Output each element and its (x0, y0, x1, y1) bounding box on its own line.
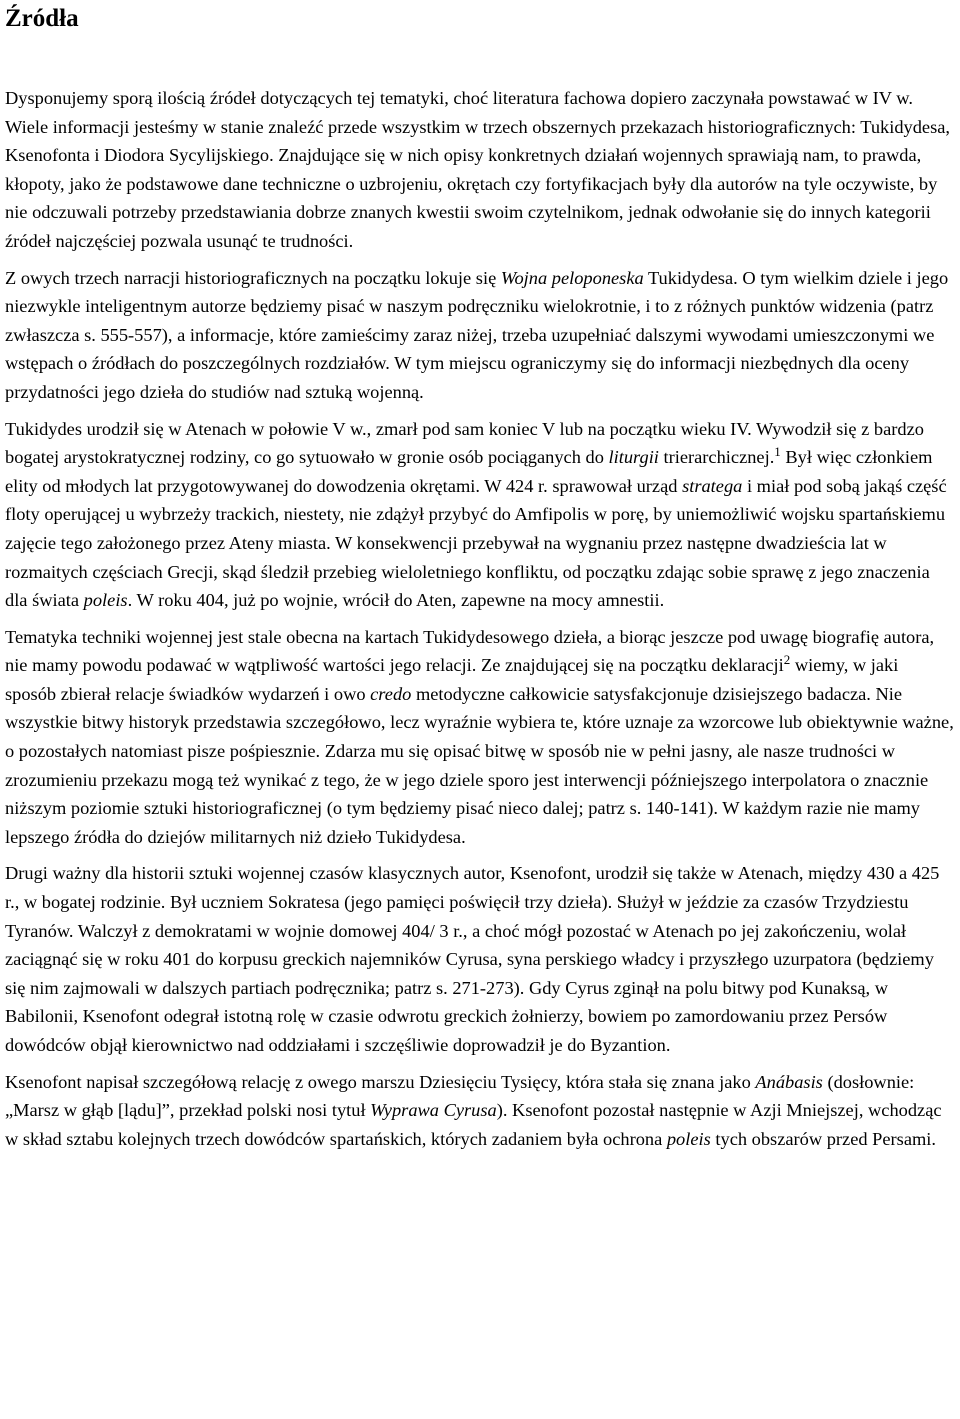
text-run: metodyczne całkowicie satysfakcjonuje dzisiejszego badacza. Nie wszystkie bitwy historyk przedstawia szczegółowo, lecz wyraźnie wybiera te, które uznaje za wzorcowe lub obiektywnie ważne, o pozostałych natomiast pisze pośpiesznie. Zdarza mu się opisać bitwę w sposób nie w pełni jasny, ale nasze trudności w zrozumieniu przekazu mogą też wynikać z tego, że w jego dziele sporo jest interwencji późniejszego interpolatora o znacznie niższym poziomie sztuki historiograficznej (o tym będziemy pisać nieco dalej; patrz s. 140-141). W każdym razie nie mamy lepszego źródła do dziejów militarnych niż dzieło Tukidydesa. (5, 683, 954, 847)
italic-term: liturgii (608, 447, 659, 468)
italic-term: poleis (83, 590, 128, 611)
text-run: Tukidydesa. O tym wielkim dziele i jego niezwykle inteligentnym autorze będziemy pisać w naszym podręczniku wielokrotnie, i to z różnych punktów widzenia (patrz zwłaszcza s. 555-557), a informacje, które zamieścimy zaraz niżej, trzeba uzupełniać dalszymi wywodami umieszczonymi we wstępach o źródłach do poszczególnych rozdziałów. W tym miejscu ograniczymy się do informacji niezbędnych dla oceny przydatności jego dzieła do studiów nad sztuką wojenną. (5, 267, 949, 402)
paragraph (5, 1068, 954, 1154)
paragraph (5, 623, 954, 852)
paragraph (5, 859, 954, 1059)
text-run: . W roku 404, już po wojnie, wrócił do Aten, zapewne na mocy amnestii. (127, 590, 665, 611)
footnote-marker: 2 (783, 652, 791, 668)
text-run: tych obszarów przed Persami. (710, 1128, 937, 1149)
italic-term: Anábasis (755, 1071, 823, 1092)
text-run: wiemy, w jaki sposób zbierał relacje świadków wydarzeń i owo (5, 655, 899, 704)
text-run: Ksenofont napisał szczegółową relację z owego marszu Dziesięciu Tysięcy, która stała się znana jako (5, 1071, 756, 1092)
text-run: Dysponujemy sporą ilością źródeł dotyczących tej tematyki, choć literatura fachowa dopiero zaczynała powstawać w IV w. Wiele informacji jesteśmy w stanie znaleźć przede wszystkim w trzech obszernych przekazach historiograficznych: Tukidydesa, Ksenofonta i Diodora Sycylijskiego. Znajdujące się w nich opisy konkretnych działań wojennych sprawiają nam, to prawda, kłopoty, jako że podstawowe dane techniczne o uzbrojeniu, okrętach czy fortyfikacjach były dla autorów na tyle oczywiste, by nie odczuwali potrzeby przedstawiania dobrze znanych kwestii swoim czytelnikom, jednak odwołanie się do innych kategorii źródeł najczęściej pozwala usunąć te trudności. (5, 88, 951, 251)
text-run: i miał pod sobą jakąś część floty operującej u wybrzeży trackich, niestety, nie zdążył przybyć do Amfipolis w porę, by uniemożliwić wojsku spartańskiemu zajęcie tego założonego przez Ateny miasta. W konsekwencji przebywał na wygnaniu przez następne dwadzieścia lat w rozmaitych częściach Grecji, skąd śledził przebieg wieloletniego konfliktu, od początku zdając sobie sprawę z jego znaczenia dla świata (5, 475, 947, 611)
paragraph (5, 415, 954, 615)
paragraph (5, 264, 954, 407)
page-title: Źródła (5, 5, 79, 32)
italic-term: stratega (682, 475, 743, 496)
text-run: Był więc członkiem elity od młodych lat przygotowywanej do dowodzenia okrętami. W 424 r. sprawował urząd (5, 447, 933, 496)
italic-term: credo (370, 683, 412, 704)
italic-term: poleis (666, 1128, 711, 1149)
paragraph (5, 84, 954, 256)
text-run: (dosłownie: „Marsz w głąb [lądu]”, przekład polski nosi tytuł (5, 1071, 915, 1121)
document-body (5, 84, 954, 1153)
text-run: Drugi ważny dla historii sztuki wojennej czasów klasycznych autor, Ksenofont, urodził się także w Atenach, między 430 a 425 r., w bogatej rodzinie. Był uczniem Sokratesa (jego pamięci poświęcił trzy dzieła). Służył w jeździe za czasów Trzydziestu Tyranów. Walczył z demokratami w wojnie domowej 404/ 3 r., a choć mógł pozostać w Atenach po jej zakończeniu, wolał zaciągnąć się w roku 401 do korpusu greckich najemników Cyrusa, syna perskiego władcy i przyszłego uzurpatora (będziemy się nim zajmowali w dalszych partiach podręcznika; patrz s. 271-273). Gdy Cyrus zginął na polu bitwy pod Kunaksą, w Babilonii, Ksenofont odegrał istotną rolę w czasie odwrotu greckich żołnierzy, bowiem po zamordowaniu przez Persów dowódców objął kierownictwo nad oddziałami i szczęśliwie doprowadził je do Byzantion. (5, 863, 940, 1055)
text-run: Z owych trzech narracji historiograficznych na początku lokuje się (5, 267, 501, 288)
text-run: Tematyka techniki wojennej jest stale obecna na kartach Tukidydesowego dzieła, a biorąc jeszcze pod uwagę biografię autora, nie mamy powodu podawać w wątpliwość wartości jego relacji. Ze znajdującej się na początku deklaracji (5, 626, 935, 676)
footnote-marker: 1 (774, 444, 781, 460)
italic-term: Wojna peloponeska (500, 267, 644, 288)
text-run: ). Ksenofont pozostał następnie w Azji Mniejszej, wchodząc w skład sztabu kolejnych trzech dowódców spartańskich, których zadaniem była ochrona (5, 1100, 942, 1149)
text-run: trierarchicznej. (658, 447, 775, 468)
text-run: Tukidydes urodził się w Atenach w połowie V w., zmarł pod sam koniec V lub na początku wieku IV. Wywodził się z bardzo bogatej arystokratycznej rodziny, co go sytuowało w gronie osób pociąganych do (5, 418, 924, 468)
italic-term: Wyprawa Cyrusa (370, 1100, 497, 1121)
